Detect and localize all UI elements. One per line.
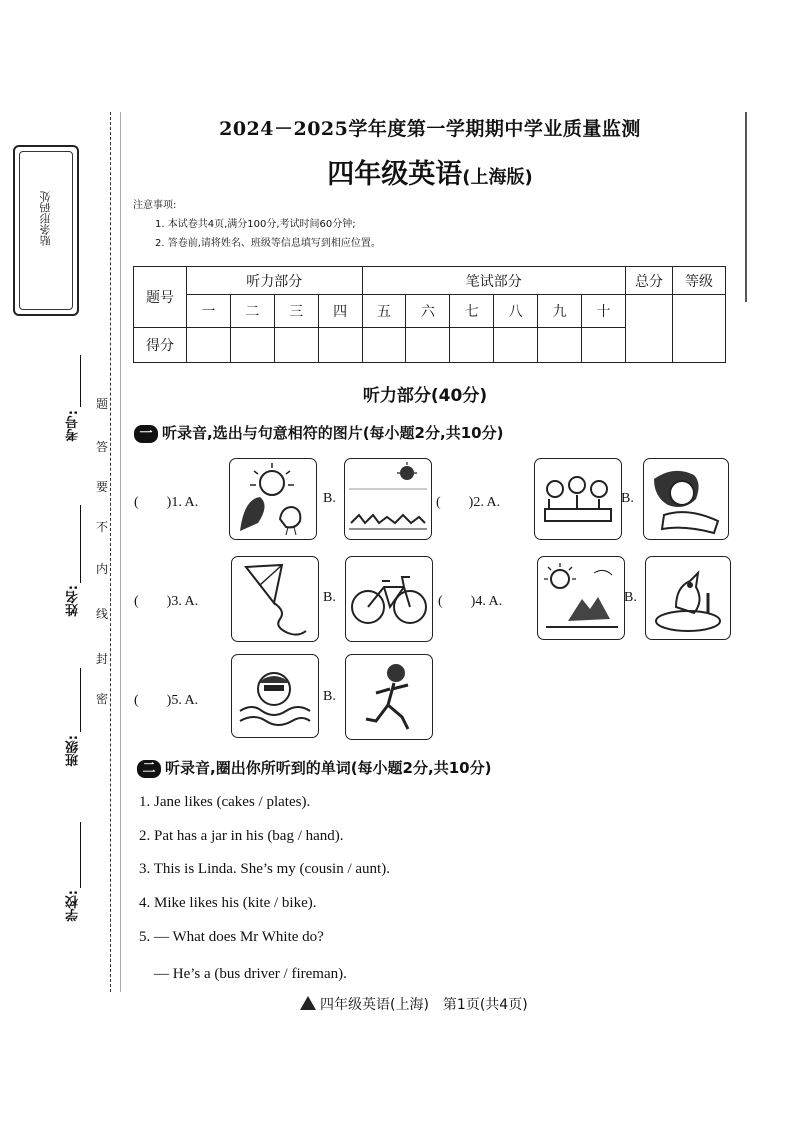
exam-subtitle bbox=[150, 152, 710, 191]
col-header: 七 bbox=[450, 295, 494, 327]
part1-instruction: 听录音,选出与句意相符的图片(每小题2分,共10分) bbox=[162, 424, 504, 442]
written-group-header: 笔试部分 bbox=[362, 267, 625, 295]
part1-number: 一 bbox=[134, 425, 158, 443]
bicycle-icon[interactable] bbox=[345, 556, 433, 642]
seal-char: 要 bbox=[95, 480, 108, 494]
section-title: 听力部分(40分) bbox=[362, 386, 488, 406]
barcode-label: 贴条形码处 bbox=[39, 191, 52, 246]
notes-item: 1. 本试卷共4页,满分100分,考试时间60分钟; bbox=[155, 219, 356, 230]
col-header: 六 bbox=[406, 295, 450, 327]
col-header: 八 bbox=[494, 295, 538, 327]
q2-label: ( )2. A. bbox=[436, 495, 501, 510]
col-header: 五 bbox=[362, 295, 406, 327]
col-header: 一 bbox=[187, 295, 231, 327]
name-label: 姓名: bbox=[66, 585, 81, 617]
score-cell[interactable] bbox=[187, 327, 231, 362]
seal-char: 题 bbox=[95, 397, 108, 411]
row-label-score: 得分 bbox=[134, 327, 187, 362]
sentence: 2. Pat has a jar in his (bag / hand). bbox=[139, 828, 344, 844]
family-eating-icon[interactable] bbox=[534, 458, 622, 540]
score-cell[interactable] bbox=[230, 327, 274, 362]
seal-char: 封 bbox=[95, 652, 108, 666]
girl-sleeping-icon[interactable] bbox=[643, 458, 729, 540]
total-score-cell[interactable] bbox=[626, 295, 673, 363]
total-header: 总分 bbox=[626, 267, 673, 295]
sentence: 4. Mike likes his (kite / bike). bbox=[139, 895, 317, 911]
seal-char: 内 bbox=[95, 562, 108, 576]
q2-option-b: B. bbox=[621, 491, 634, 506]
school-field[interactable] bbox=[80, 822, 81, 888]
notes-item: 2. 答卷前,请将姓名、班级等信息填写到相应位置。 bbox=[155, 238, 381, 249]
logo-icon bbox=[300, 996, 316, 1010]
cut-line bbox=[110, 112, 111, 992]
class-label: 班级: bbox=[66, 735, 81, 767]
seal-char: 密 bbox=[95, 692, 108, 706]
score-cell[interactable] bbox=[538, 327, 582, 362]
seal-char: 答 bbox=[95, 440, 108, 454]
boy-swimming-icon[interactable] bbox=[231, 654, 319, 738]
col-header: 三 bbox=[274, 295, 318, 327]
seal-char: 不 bbox=[95, 520, 108, 534]
binding-edge bbox=[120, 112, 121, 992]
exam-no-label: 考号: bbox=[66, 410, 81, 442]
bird-picnic-icon[interactable] bbox=[645, 556, 731, 640]
notes bbox=[133, 196, 381, 253]
part1-heading bbox=[134, 422, 503, 443]
footer-text: 四年级英语(上海) 第1页(共4页) bbox=[320, 997, 528, 1013]
col-header: 九 bbox=[538, 295, 582, 327]
grade-cell[interactable] bbox=[673, 295, 726, 363]
seal-char: 线 bbox=[95, 607, 108, 621]
row-label-question: 题号 bbox=[134, 267, 187, 328]
q5-label: ( )5. A. bbox=[134, 693, 199, 708]
school-label: 学校: bbox=[66, 890, 81, 922]
grade-header: 等级 bbox=[673, 267, 726, 295]
part2-heading bbox=[137, 757, 491, 778]
sentence: 5. — What does Mr White do? bbox=[139, 929, 324, 945]
exam-no-field[interactable] bbox=[80, 355, 81, 407]
score-cell[interactable] bbox=[494, 327, 538, 362]
q3-label: ( )3. A. bbox=[134, 594, 199, 609]
notes-heading: 注意事项: bbox=[133, 200, 177, 211]
part2-number: 二 bbox=[137, 760, 161, 778]
exam-title: 2024－2025学年度第一学期期中学业质量监测 bbox=[219, 118, 641, 140]
q4-option-b: B. bbox=[624, 590, 637, 605]
sunny-field-icon[interactable] bbox=[344, 458, 432, 540]
sun-hen-icon[interactable] bbox=[229, 458, 317, 540]
q1-option-b: B. bbox=[323, 491, 336, 506]
score-cell[interactable] bbox=[274, 327, 318, 362]
subject-title: 四年级英语 bbox=[327, 159, 463, 190]
sentence: 3. This is Linda. She’s my (cousin / aunt). bbox=[139, 861, 390, 877]
col-header: 二 bbox=[230, 295, 274, 327]
kite-icon[interactable] bbox=[231, 556, 319, 642]
part2-instruction: 听录音,圈出你所听到的单词(每小题2分,共10分) bbox=[165, 759, 492, 777]
barcode-area bbox=[13, 145, 79, 316]
score-cell[interactable] bbox=[318, 327, 362, 362]
score-cell[interactable] bbox=[362, 327, 406, 362]
score-cell[interactable] bbox=[582, 327, 626, 362]
q5-option-b: B. bbox=[323, 689, 336, 704]
score-table bbox=[133, 266, 726, 363]
col-header: 十 bbox=[582, 295, 626, 327]
page-footer bbox=[300, 994, 580, 1014]
right-edge-line bbox=[745, 112, 747, 302]
sunny-garden-icon[interactable] bbox=[537, 556, 625, 640]
q4-label: ( )4. A. bbox=[438, 594, 503, 609]
sentence: 1. Jane likes (cakes / plates). bbox=[139, 794, 311, 810]
score-cell[interactable] bbox=[406, 327, 450, 362]
q3-option-b: B. bbox=[323, 590, 336, 605]
score-cell[interactable] bbox=[450, 327, 494, 362]
boy-running-icon[interactable] bbox=[345, 654, 433, 740]
col-header: 四 bbox=[318, 295, 362, 327]
listening-group-header: 听力部分 bbox=[187, 267, 363, 295]
q1-label: ( )1. A. bbox=[134, 495, 199, 510]
edition-label: (上海版) bbox=[462, 167, 533, 188]
sentence: — He’s a (bus driver / fireman). bbox=[139, 966, 347, 982]
class-field[interactable] bbox=[80, 668, 81, 732]
name-field[interactable] bbox=[80, 505, 81, 583]
